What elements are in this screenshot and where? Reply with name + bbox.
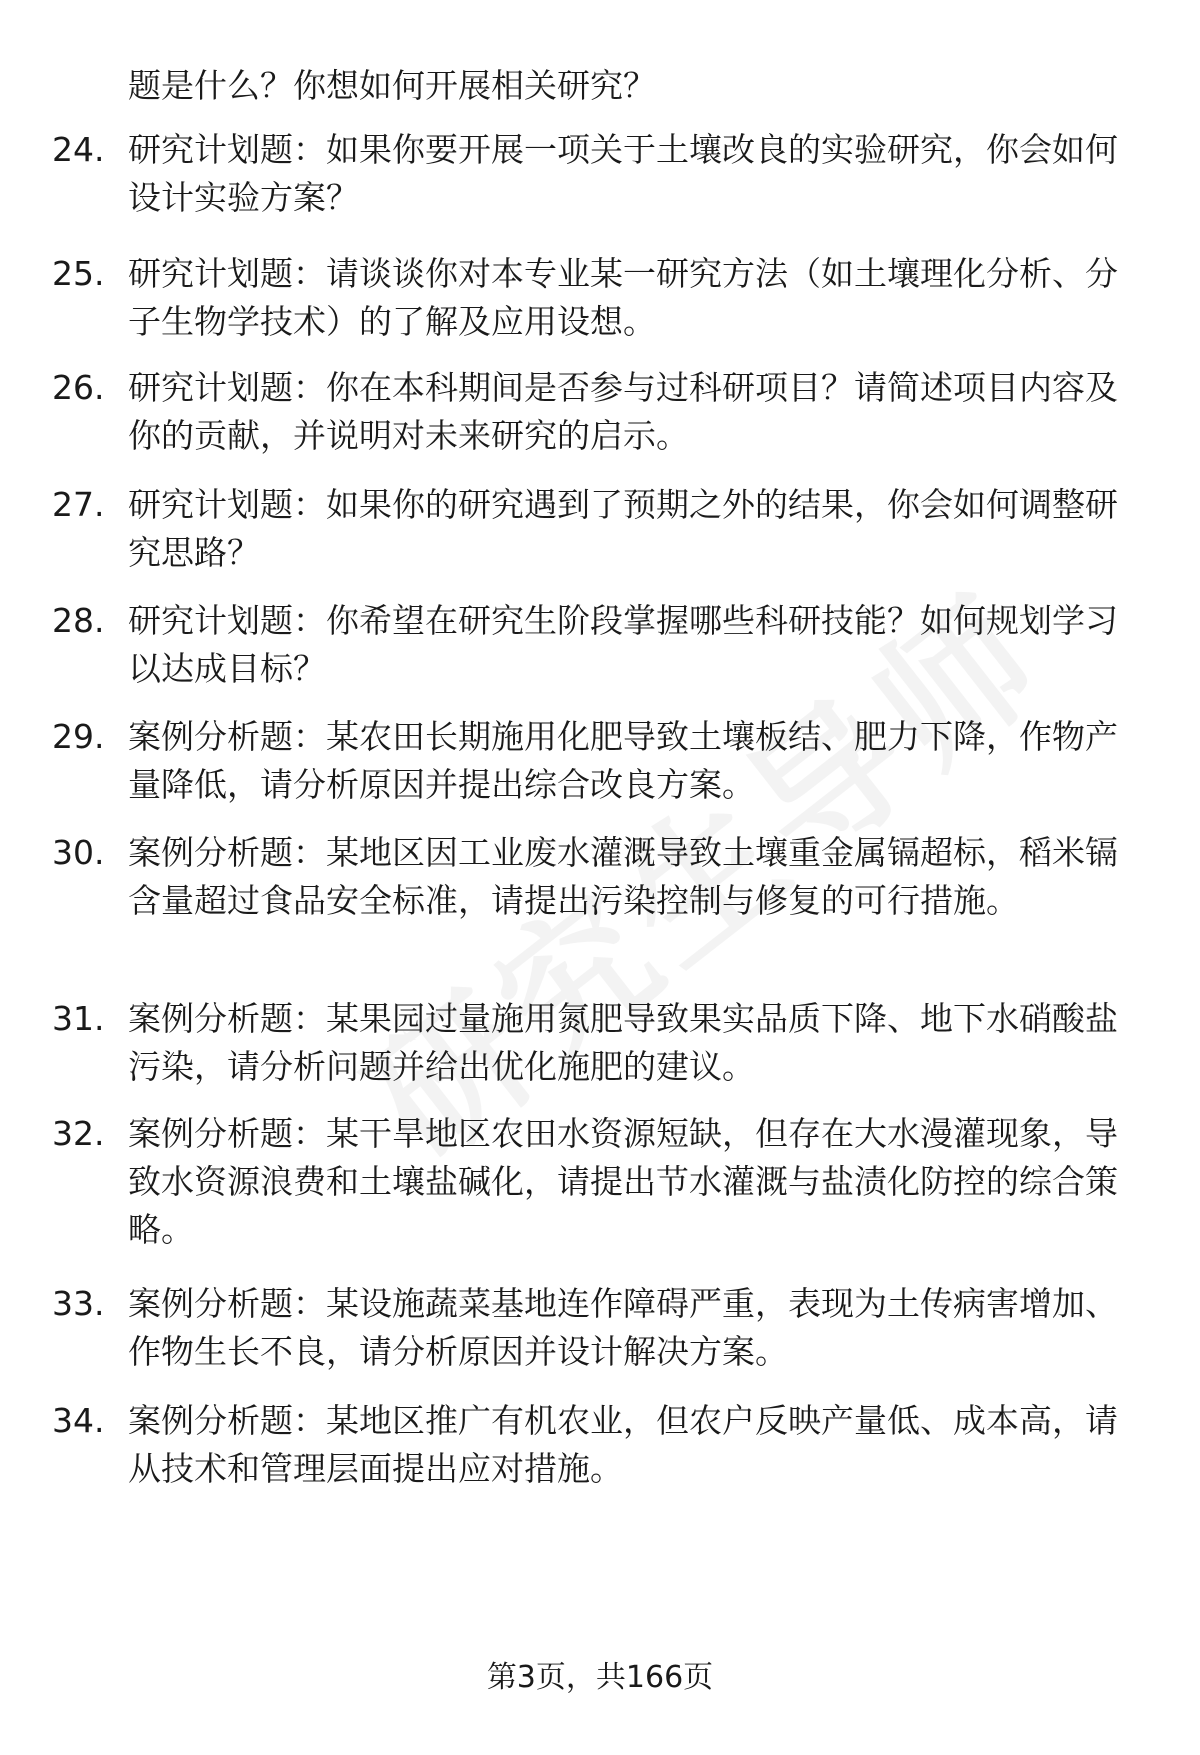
continued-question-text: 题是什么？你想如何开展相关研究？: [128, 66, 656, 105]
item-number: 24.: [52, 130, 105, 169]
item-text: 案例分析题：某果园过量施用氮肥导致果实品质下降、地下水硝酸盐污染，请分析问题并给出优化施肥的建议。: [128, 999, 1118, 1086]
item-number: 34.: [52, 1401, 105, 1440]
item-number: 28.: [52, 601, 105, 640]
item-number: 32.: [52, 1114, 105, 1153]
item-text: 案例分析题：某地区推广有机农业，但农户反映产量低、成本高，请从技术和管理层面提出应对措施。: [128, 1401, 1118, 1488]
item-number: 33.: [52, 1284, 105, 1323]
item-text: 案例分析题：某干旱地区农田水资源短缺，但存在大水漫灌现象，导致水资源浪费和土壤盐碱化，请提出节水灌溉与盐渍化防控的综合策略。: [128, 1114, 1118, 1249]
item-text: 研究计划题：请谈谈你对本专业某一研究方法（如土壤理化分析、分子生物学技术）的了解及应用设想。: [128, 254, 1118, 341]
item-text: 案例分析题：某农田长期施用化肥导致土壤板结、肥力下降，作物产量降低，请分析原因并提出综合改良方案。: [128, 717, 1118, 804]
item-number: 31.: [52, 999, 105, 1038]
item-number: 30.: [52, 833, 105, 872]
item-text: 案例分析题：某地区因工业废水灌溉导致土壤重金属镉超标，稻米镉含量超过食品安全标准，请提出污染控制与修复的可行措施。: [128, 833, 1118, 920]
item-number: 25.: [52, 254, 105, 293]
item-number: 27.: [52, 485, 105, 524]
item-number: 29.: [52, 717, 105, 756]
item-text: 研究计划题：如果你的研究遇到了预期之外的结果，你会如何调整研究思路？: [128, 485, 1118, 572]
item-text: 研究计划题：你在本科期间是否参与过科研项目？请简述项目内容及你的贡献，并说明对未来研究的启示。: [128, 368, 1118, 455]
page-number-footer: 第3页，共166页: [486, 1660, 714, 1695]
item-text: 研究计划题：你希望在研究生阶段掌握哪些科研技能？如何规划学习以达成目标？: [128, 601, 1118, 688]
item-number: 26.: [52, 368, 105, 407]
item-text: 研究计划题：如果你要开展一项关于土壤改良的实验研究，你会如何设计实验方案？: [128, 130, 1118, 217]
item-text: 案例分析题：某设施蔬菜基地连作障碍严重，表现为土传病害增加、作物生长不良，请分析原因并设计解决方案。: [128, 1284, 1118, 1371]
